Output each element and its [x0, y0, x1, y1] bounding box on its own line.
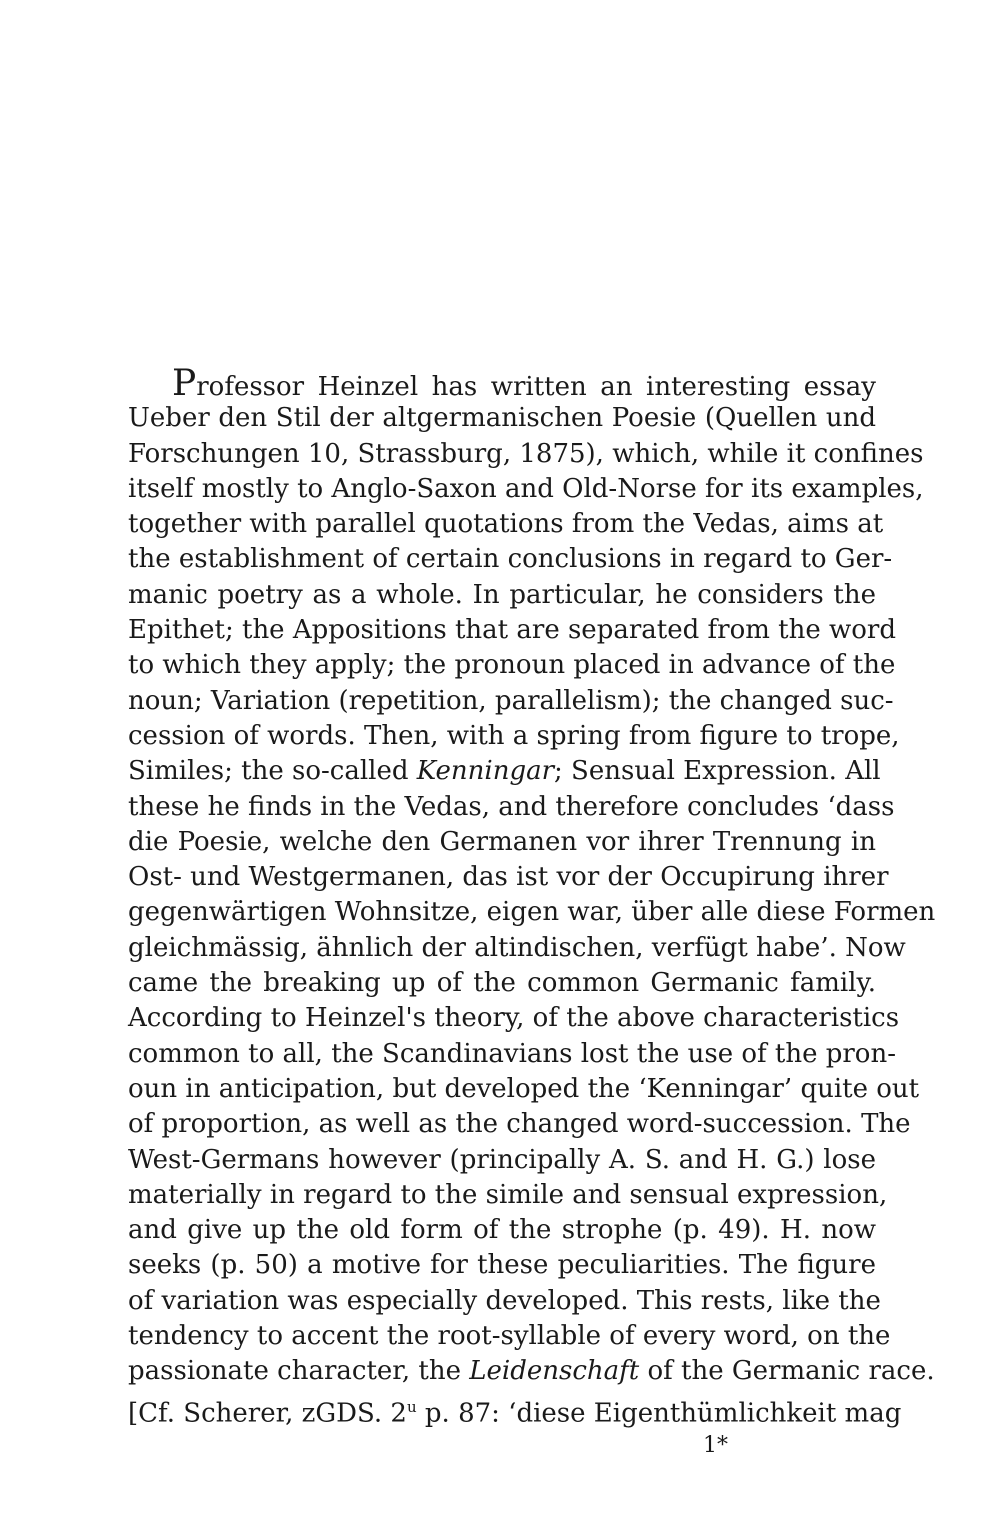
text-line-5: together with parallel quotations from the Vedas, aims at	[128, 509, 884, 540]
line-text: Heinzel has written an interesting essay	[317, 372, 876, 402]
first-word-rest: rofessor	[196, 372, 305, 402]
text-line-17: gleichmässig, ähnlich der altindischen, verfügt habe’. Now	[128, 932, 906, 963]
text-line-9: to which they apply; the pronoun placed in advance of the	[128, 650, 896, 681]
text-line-2: Ueber den Stil der altgermanischen Poesie (Quellen und	[128, 403, 876, 434]
text-line-7: manic poetry as a whole. In particular, he considers the	[128, 579, 876, 610]
text-line-26: seeks (p. 50) a motive for these peculiarities. The figure	[128, 1250, 876, 1281]
line-text: of the Germanic race.	[647, 1356, 935, 1387]
drop-initial: P	[172, 363, 197, 404]
text-line-13: these he finds in the Vedas, and therefore concludes ‘dass	[128, 791, 895, 822]
text-line-18: came the breaking up of the common Germanic family.	[128, 968, 876, 999]
text-line-30	[128, 1390, 902, 1429]
line-text: passionate character, the	[128, 1356, 461, 1387]
text-line-25: and give up the old form of the strophe (p. 49). H. now	[128, 1215, 876, 1246]
text-line-15: Ost- und Westgermanen, das ist vor der Occupirung ihrer	[128, 862, 889, 893]
text-line-11: cession of words. Then, with a spring from figure to trope,	[128, 720, 900, 751]
text-line-20: common to all, the Scandinavians lost the use of the pron-	[128, 1038, 896, 1069]
text-line-8: Epithet; the Appositions that are separated from the word	[128, 615, 896, 646]
text-line-4: itself mostly to Anglo-Saxon and Old-Norse for its examples,	[128, 473, 924, 504]
text-line-10: noun; Variation (repetition, parallelism); the changed suc-	[128, 685, 894, 716]
line-text: Similes; the so-called	[128, 756, 409, 787]
text-line-3: Forschungen 10, Strassburg, 1875), which, while it confines	[128, 438, 924, 469]
text-line-22: of proportion, as well as the changed word-succession. The	[128, 1109, 911, 1140]
text-line-21: oun in anticipation, but developed the ‘Kenningar’ quite out	[128, 1073, 920, 1104]
edition-superscript: u	[406, 1397, 417, 1416]
text-line-1	[128, 363, 876, 404]
text-line-6: the establishment of certain conclusions in regard to Ger-	[128, 544, 893, 575]
text-line-19: According to Heinzel's theory, of the above characteristics	[128, 1003, 900, 1034]
text-line-23: West-Germans however (principally A. S. and H. G.) lose	[128, 1144, 876, 1175]
text-line-14: die Poesie, welche den Germanen vor ihrer Trennung in	[128, 826, 876, 857]
text-line-27: of variation was especially developed. This rests, like the	[128, 1285, 881, 1316]
line-text: p. 87: ‘diese Eigenthümlichkeit mag	[416, 1398, 902, 1429]
italic-term-leidenschaft: Leidenschaft	[469, 1356, 640, 1387]
italic-term-kenningar: Kenningar	[416, 756, 555, 787]
signature-mark: 1*	[703, 1433, 728, 1458]
text-line-29	[128, 1354, 935, 1389]
text-line-12	[128, 754, 881, 789]
text-line-16: gegenwärtigen Wohnsitze, eigen war, über alle diese Formen	[128, 897, 936, 928]
body-text	[128, 363, 936, 1429]
line-text: ; Sensual Expression. All	[554, 756, 881, 787]
text-line-28: tendency to accent the root-syllable of every word, on the	[128, 1321, 891, 1352]
line-text: [Cf. Scherer, zGDS. 2	[128, 1398, 407, 1429]
text-line-24: materially in regard to the simile and sensual expression,	[128, 1179, 888, 1210]
